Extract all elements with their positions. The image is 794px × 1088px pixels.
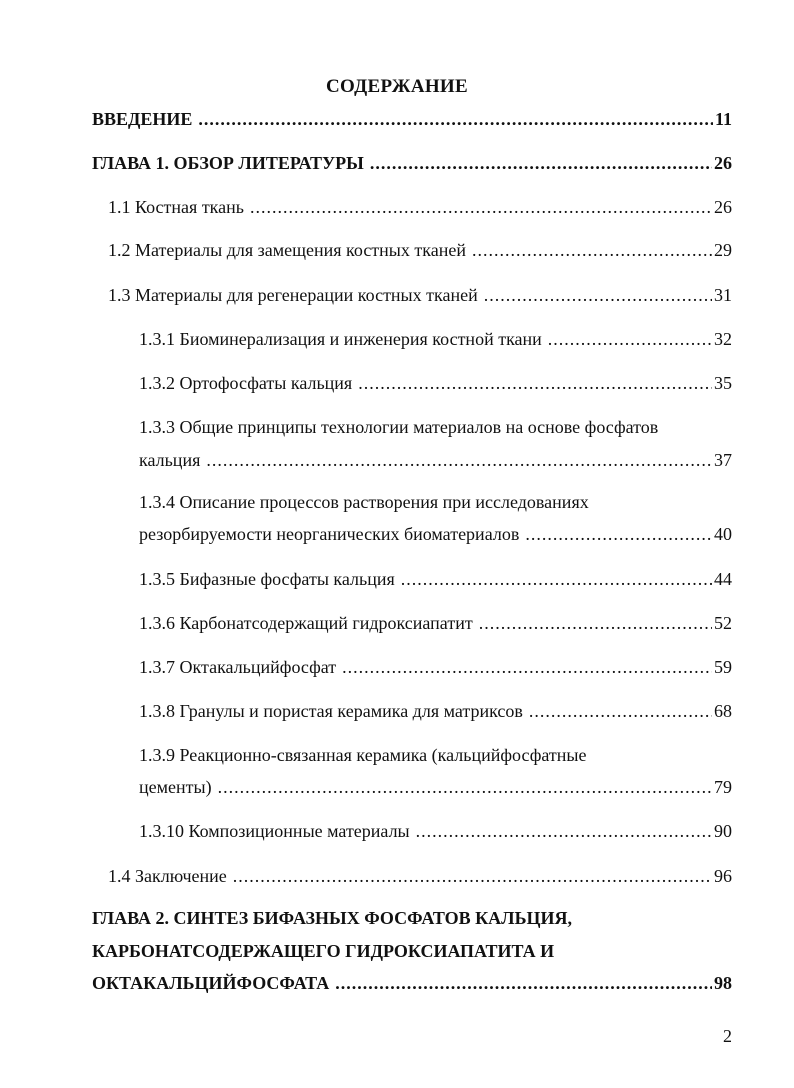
toc-page-number: 35 bbox=[714, 373, 732, 393]
toc-entry-text: кальция bbox=[139, 450, 201, 470]
toc-entry-1-3-4-line1: 1.3.4 Описание процессов растворения при исследованиях bbox=[139, 492, 589, 512]
toc-leader-dots bbox=[484, 285, 712, 306]
toc-page-number: 29 bbox=[714, 240, 732, 260]
toc-entry-text: 1.3.7 Октакальцийфосфат bbox=[139, 657, 337, 677]
toc-leader-dots bbox=[525, 524, 712, 545]
toc-page-number: 37 bbox=[714, 450, 732, 470]
toc-entry-1-3-2[interactable] bbox=[139, 373, 732, 394]
toc-leader-dots bbox=[472, 240, 712, 261]
toc-leader-dots bbox=[206, 450, 712, 471]
toc-entry-1-4[interactable] bbox=[108, 866, 732, 887]
toc-entry-1-3-8[interactable] bbox=[139, 701, 732, 722]
toc-entry-introduction[interactable] bbox=[92, 109, 732, 130]
toc-entry-1-3-7[interactable] bbox=[139, 657, 732, 678]
toc-page-number: 90 bbox=[714, 821, 732, 841]
toc-entry-1-3-1[interactable] bbox=[139, 329, 732, 350]
toc-entry-chapter-2-line2: КАРБОНАТСОДЕРЖАЩЕГО ГИДРОКСИАПАТИТА И bbox=[92, 941, 555, 961]
toc-entry-text: 1.3.2 Ортофосфаты кальция bbox=[139, 373, 353, 393]
toc-entry-chapter-2[interactable] bbox=[92, 973, 732, 994]
toc-leader-dots bbox=[342, 657, 712, 678]
toc-entry-1-3-6[interactable] bbox=[139, 613, 732, 634]
toc-leader-dots bbox=[401, 569, 712, 590]
toc-page-number: 96 bbox=[714, 866, 732, 886]
toc-entry-text: 1.3.10 Композиционные материалы bbox=[139, 821, 410, 841]
toc-page-number: 31 bbox=[714, 285, 732, 305]
toc-entry-text: 1.4 Заключение bbox=[108, 866, 227, 886]
toc-page-number: 32 bbox=[714, 329, 732, 349]
toc-entry-text: 1.1 Костная ткань bbox=[108, 197, 244, 217]
toc-leader-dots bbox=[529, 701, 712, 722]
toc-entry-chapter-1[interactable] bbox=[92, 153, 732, 174]
toc-entry-chapter-2-line1: ГЛАВА 2. СИНТЕЗ БИФАЗНЫХ ФОСФАТОВ КАЛЬЦИЯ, bbox=[92, 908, 572, 928]
toc-entry-text: 1.3 Материалы для регенерации костных тканей bbox=[108, 285, 478, 305]
toc-leader-dots bbox=[358, 373, 712, 394]
toc-entry-text: 1.3.1 Биоминерализация и инженерия костной ткани bbox=[139, 329, 542, 349]
toc-page-number: 11 bbox=[714, 109, 732, 129]
toc-entry-1-3-10[interactable] bbox=[139, 821, 732, 842]
toc-page-number: 52 bbox=[714, 613, 732, 633]
toc-page-number: 44 bbox=[714, 569, 732, 589]
toc-entry-1-3-9[interactable] bbox=[139, 777, 732, 798]
toc-entry-1-3-9-line1: 1.3.9 Реакционно-связанная керамика (кальцийфосфатные bbox=[139, 745, 587, 765]
toc-entry-1-3-4[interactable] bbox=[139, 524, 732, 545]
toc-entry-1-3-3-line1: 1.3.3 Общие принципы технологии материалов на основе фосфатов bbox=[139, 417, 659, 437]
toc-leader-dots bbox=[218, 777, 712, 798]
toc-leader-dots bbox=[198, 109, 713, 130]
page-number: 2 bbox=[723, 1026, 732, 1046]
toc-entry-text: 1.3.6 Карбонатсодержащий гидроксиапатит bbox=[139, 613, 473, 633]
toc-entry-text: ГЛАВА 1. ОБЗОР ЛИТЕРАТУРЫ bbox=[92, 153, 364, 173]
toc-page-number: 68 bbox=[714, 701, 732, 721]
toc-entry-text: 1.3.8 Гранулы и пористая керамика для матриксов bbox=[139, 701, 523, 721]
toc-entry-text: ВВЕДЕНИЕ bbox=[92, 109, 193, 129]
toc-entry-text: цементы) bbox=[139, 777, 212, 797]
toc-entry-text: 1.3.5 Бифазные фосфаты кальция bbox=[139, 569, 395, 589]
toc-leader-dots bbox=[548, 329, 712, 350]
toc-page-number: 79 bbox=[714, 777, 732, 797]
toc-leader-dots bbox=[335, 973, 712, 994]
toc-entry-1-3-5[interactable] bbox=[139, 569, 732, 590]
toc-entry-1-1[interactable] bbox=[108, 197, 732, 218]
toc-page-number: 40 bbox=[714, 524, 732, 544]
toc-entry-text: ОКТАКАЛЬЦИЙФОСФАТА bbox=[92, 973, 330, 993]
toc-entry-text: 1.2 Материалы для замещения костных тканей bbox=[108, 240, 466, 260]
toc-page-number: 26 bbox=[714, 153, 732, 173]
toc-leader-dots bbox=[370, 153, 712, 174]
toc-page-number: 98 bbox=[714, 973, 732, 993]
toc-page-number: 26 bbox=[714, 197, 732, 217]
page-title: СОДЕРЖАНИЕ bbox=[326, 76, 468, 97]
toc-page-number: 59 bbox=[714, 657, 732, 677]
toc-leader-dots bbox=[479, 613, 712, 634]
toc-entry-text: резорбируемости неорганических биоматериалов bbox=[139, 524, 520, 544]
toc-leader-dots bbox=[250, 197, 712, 218]
toc-entry-1-3[interactable] bbox=[108, 285, 732, 306]
toc-entry-1-3-3[interactable] bbox=[139, 450, 732, 471]
toc-leader-dots bbox=[233, 866, 712, 887]
toc-entry-1-2[interactable] bbox=[108, 240, 732, 261]
toc-leader-dots bbox=[416, 821, 712, 842]
